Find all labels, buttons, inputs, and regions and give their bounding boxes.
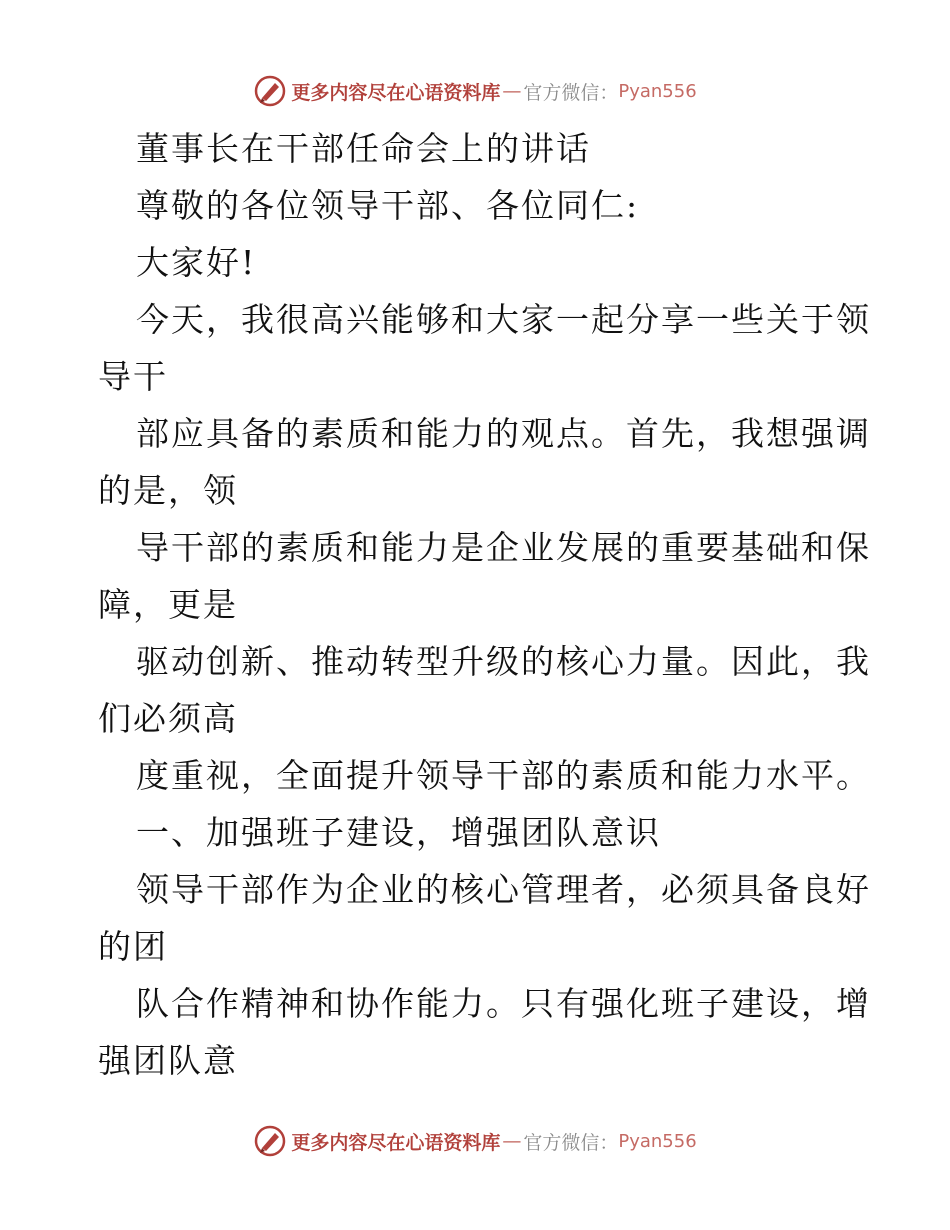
paragraph-line: 障，更是 [98,585,238,624]
paragraph-line: 们必须高 [98,699,238,738]
header-watermark [0,74,950,108]
paragraph-line: 度重视，全面提升领导干部的素质和能力水平。 [136,756,871,795]
paragraph-line: 今天，我很高兴能够和大家一起分享一些关于领 [136,300,871,339]
pen-logo-icon [253,1124,287,1158]
paragraph-line: 部应具备的素质和能力的观点。首先，我想强调 [136,414,871,453]
paragraph-line: 导干部的素质和能力是企业发展的重要基础和保 [136,528,871,567]
footer-watermark [0,1124,950,1158]
paragraph-line: 的团 [98,927,168,966]
paragraph-line: 驱动创新、推动转型升级的核心力量。因此，我 [136,642,871,681]
paragraph-line: 强团队意 [98,1041,238,1080]
paragraph-line: 的是，领 [98,471,238,510]
section-heading: 一、加强班子建设，增强团队意识 [136,813,661,852]
greeting: 大家好! [136,243,257,282]
pen-logo-icon [253,74,287,108]
paragraph-line: 导干 [98,357,168,396]
watermark-label: 官方微信： [523,1131,619,1154]
watermark-id: Pyan556 [618,80,697,102]
paragraph-line: 领导干部作为企业的核心管理者，必须具备良好 [136,870,871,909]
document-title: 董事长在干部任命会上的讲话 [136,129,591,168]
watermark-label: 官方微信： [523,81,619,104]
watermark-separator: — [502,80,522,102]
document-body [98,120,871,1089]
watermark-id: Pyan556 [618,1130,697,1152]
salutation: 尊敬的各位领导干部、各位同仁: [136,186,640,225]
watermark-separator: — [502,1130,522,1152]
watermark-main-text: 更多内容尽在心语资料库 [291,1131,501,1154]
watermark-main-text: 更多内容尽在心语资料库 [291,81,501,104]
paragraph-line: 队合作精神和协作能力。只有强化班子建设，增 [136,984,871,1023]
